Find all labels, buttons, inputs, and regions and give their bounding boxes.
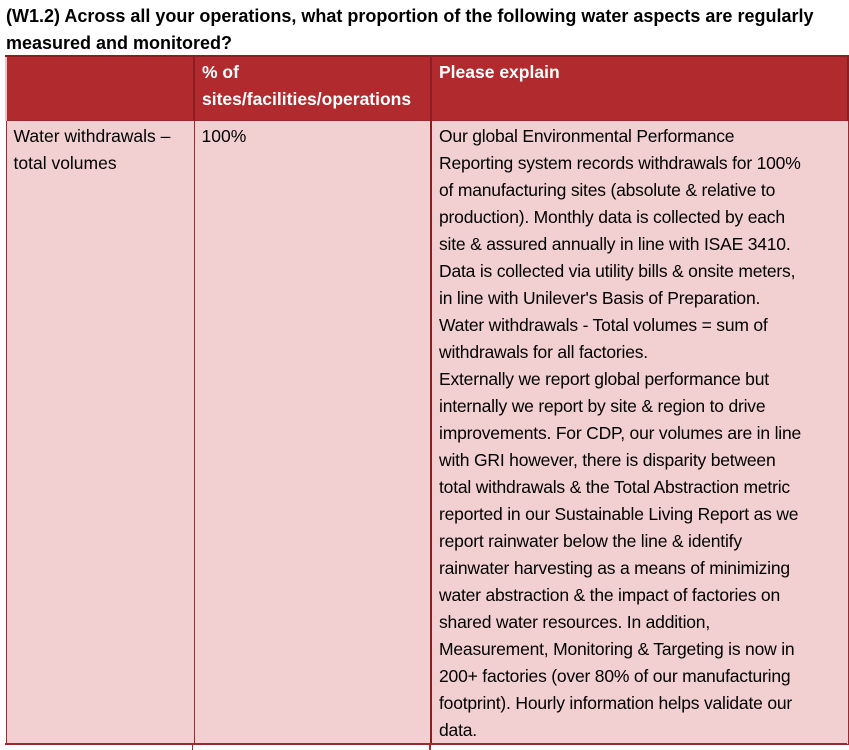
explanation-line: internally we report by site & region to drive: [439, 396, 766, 416]
explanation-line: Our global Environmental Performance: [439, 126, 735, 146]
explanation-line: production). Monthly data is collected by each: [439, 207, 785, 227]
explanation-line: report rainwater below the line & identify: [439, 531, 742, 551]
water-aspects-table: [5, 55, 849, 745]
explanation-line: Reporting system records withdrawals for 100%: [439, 153, 801, 173]
explanation-line: Water withdrawals - Total volumes = sum of: [439, 315, 768, 335]
explanation-line: in line with Unilever's Basis of Preparation.: [439, 288, 761, 308]
explanation-line: with GRI however, there is disparity between: [439, 450, 776, 470]
explanation-line: total withdrawals & the Total Abstraction metric: [439, 477, 790, 497]
next-row-edge: [5, 743, 847, 750]
explanation-line: footprint). Hourly information helps validate our: [439, 693, 793, 713]
question-heading: (W1.2) Across all your operations, what proportion of the following water aspects are regularly measured and monitored?: [6, 6, 814, 53]
explanation-line: improvements. For CDP, our volumes are in line: [439, 423, 802, 443]
explanation-line: withdrawals for all factories.: [439, 342, 648, 362]
explanation-line: water abstraction & the impact of factories on: [439, 585, 780, 605]
explanation-line: Data is collected via utility bills & onsite meters,: [439, 261, 796, 281]
explanation-cell: [431, 121, 848, 745]
explanation-line: shared water resources. In addition,: [439, 612, 711, 632]
table-header-row: [6, 56, 848, 121]
percent-cell: 100%: [194, 121, 431, 745]
header-percent: % of sites/facilities/operations: [194, 56, 431, 121]
explanation-line: of manufacturing sites (absolute & relative to: [439, 180, 776, 200]
explanation-line: site & assured annually in line with ISAE 3410.: [439, 234, 791, 254]
explanation-line: rainwater harvesting as a means of minimizing: [439, 558, 790, 578]
header-explain: Please explain: [431, 56, 848, 121]
aspect-cell: Water withdrawals – total volumes: [6, 121, 194, 745]
explanation-line: data.: [439, 720, 477, 740]
explanation-line: Externally we report global performance but: [439, 369, 769, 389]
header-aspect: [6, 56, 194, 121]
explanation-line: Measurement, Monitoring & Targeting is now in: [439, 639, 795, 659]
explanation-line: reported in our Sustainable Living Report as we: [439, 504, 799, 524]
explanation-line: 200+ factories (over 80% of our manufacturing: [439, 666, 791, 686]
table-row: [6, 121, 848, 745]
